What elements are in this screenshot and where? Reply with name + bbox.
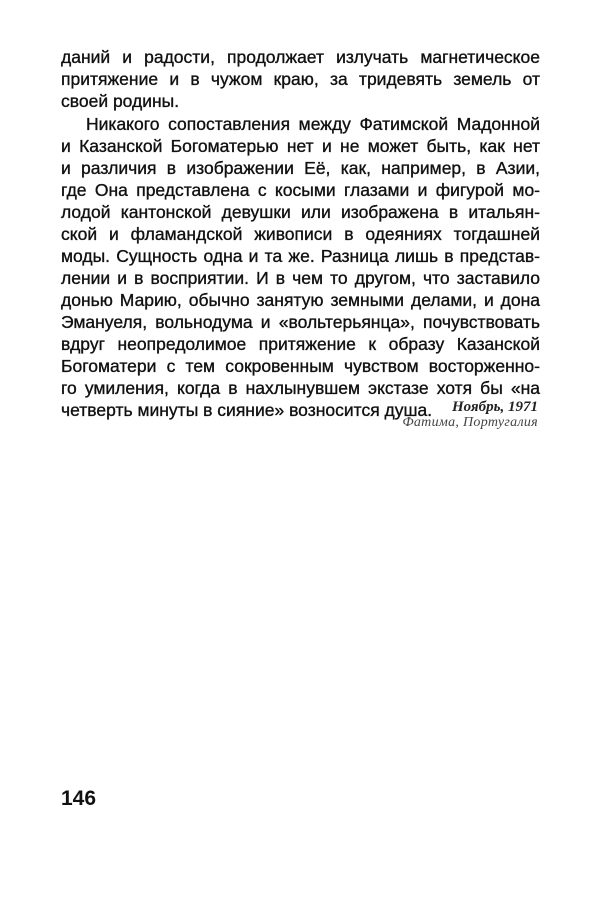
text-line: ской и фламандской живописи в одеяниях тогдашней [61, 224, 540, 244]
text-line: Богоматери с тем сокровенным чувством восторженно- [61, 356, 540, 376]
page-number: 146 [61, 787, 97, 810]
text-line: и различия в изображении Её, как, например, в Азии, [61, 158, 540, 178]
text-line: четверть минуты в сияние» возносится душа. [61, 400, 433, 420]
text-line: своей родины. [61, 91, 180, 111]
signature-date: Ноябрь, 1971 [451, 399, 538, 415]
text-line: Никакого сопоставления между Фатимской Мадонной [86, 114, 540, 134]
signature-place: Фатима, Португалия [402, 415, 538, 430]
text-line: донью Марию, обычно занятую земными делами, и дона [61, 290, 540, 310]
text-line: го умиления, когда в нахлынувшем экстазе хотя бы «на [61, 378, 540, 398]
text-line: даний и радости, продолжает излучать магнетическое [61, 47, 540, 67]
text-line: и Казанской Богоматерью нет и не может быть, как нет [61, 136, 540, 156]
text-line: вдруг неопредолимое притяжение к образу Казанской [61, 334, 540, 354]
text-line: лодой кантонской девушки или изображена в итальян- [61, 202, 540, 222]
text-line: лении и в восприятии. И в чем то другом, что заставило [61, 268, 540, 288]
text-line: притяжение и в чужом краю, за тридевять земель от [61, 69, 540, 89]
text-line: моды. Сущность одна и та же. Разница лишь в представ- [61, 246, 540, 266]
text-line: где Она представлена с косыми глазами и фигурой мо- [61, 180, 540, 200]
text-line: Эмануеля, вольнодума и «вольтерьянца», почувствовать [61, 312, 540, 332]
